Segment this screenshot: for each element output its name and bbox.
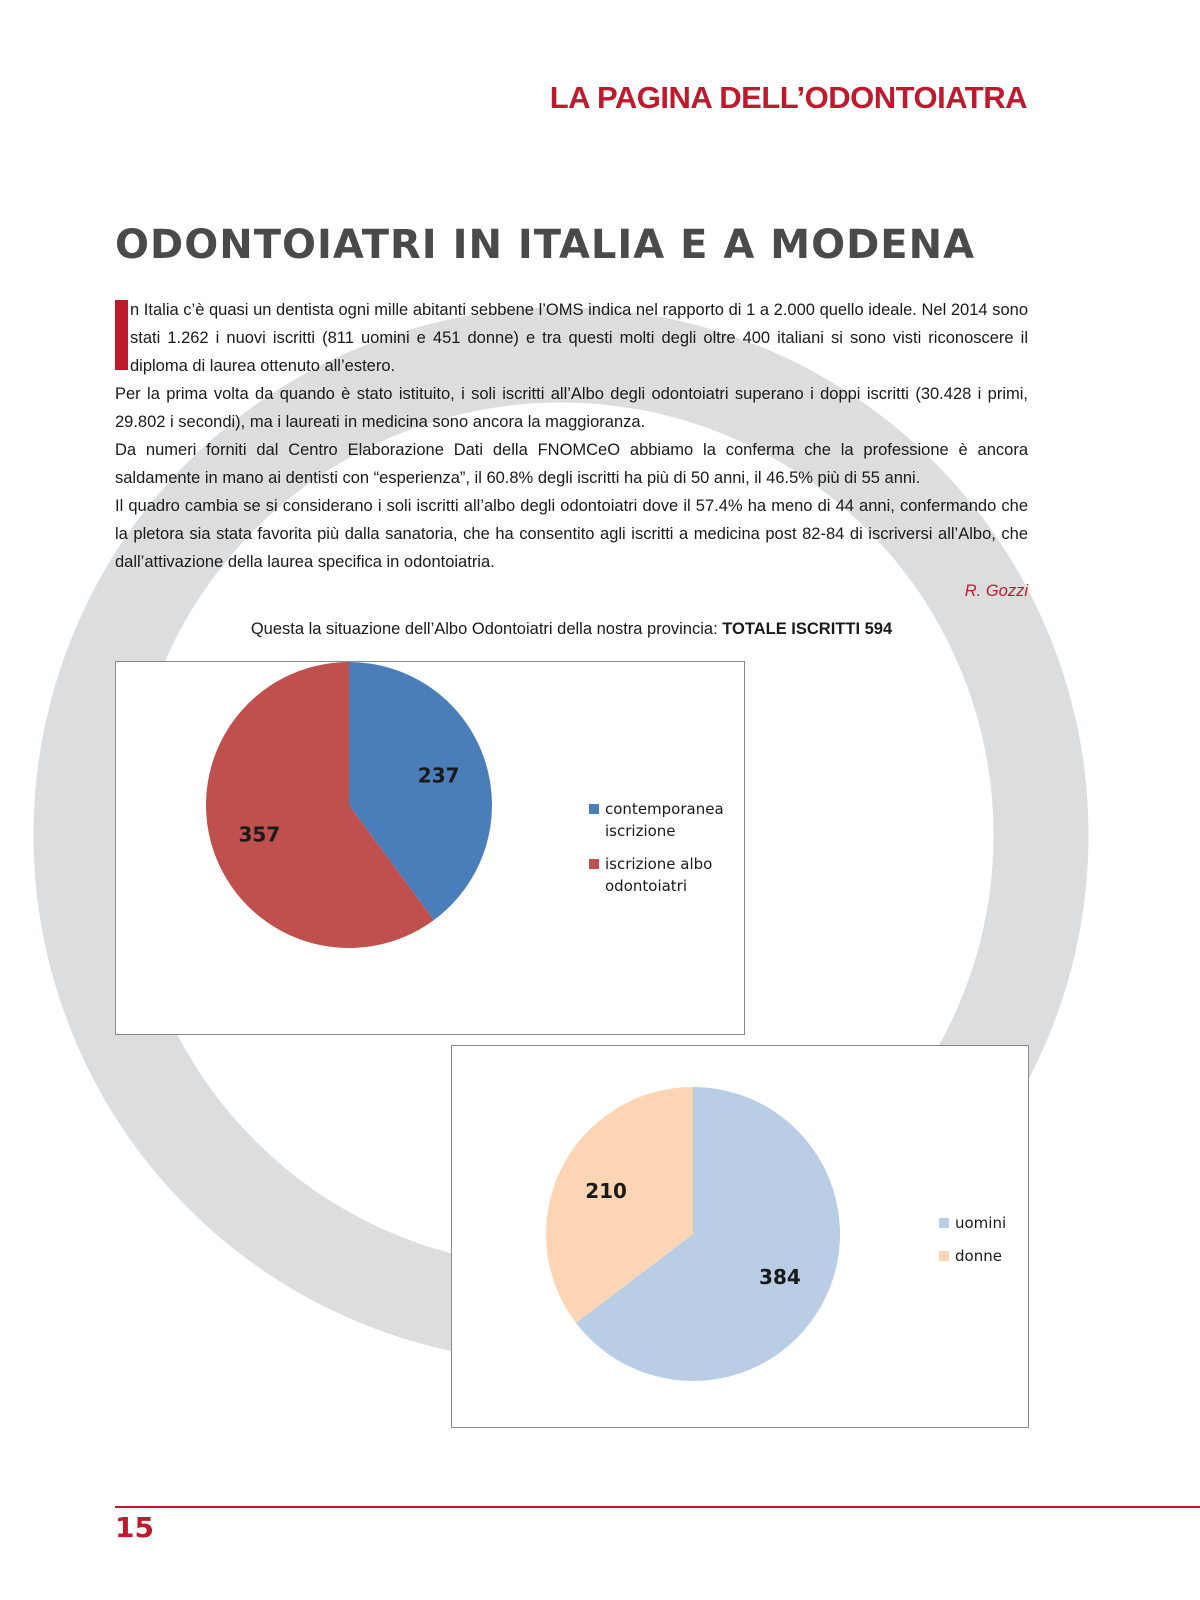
paragraph-1: n Italia c’è quasi un dentista ogni mille abitanti sebbene l’OMS indica nel rapporto di 1 a 2.000 quello ideale. Nel 2014 sono stati 1.262 i nuovi iscritti (811 uomini e 451 donne) e tra questi molti degli oltre 400 italiani si sono visti riconoscere il diploma di laurea ottenuto all’estero. xyxy=(115,296,1028,380)
legend-swatch-donne xyxy=(939,1251,949,1261)
pie-1-label-1: 357 xyxy=(238,822,281,847)
pie-1-label-0: 237 xyxy=(417,763,460,788)
drop-cap-bar xyxy=(115,300,128,370)
legend-label-albo: iscrizione albo odontoiatri xyxy=(605,855,713,895)
caption-total: TOTALE ISCRITTI 594 xyxy=(722,620,893,638)
legend-1 xyxy=(589,798,745,908)
pie-2-label-1: 210 xyxy=(585,1178,627,1203)
legend-item-donne xyxy=(939,1245,1006,1267)
legend-item-albo xyxy=(589,853,745,897)
section-header: LA PAGINA DELL’ODONTOIATRA xyxy=(549,80,1027,115)
pie-chart-gender xyxy=(451,1045,1029,1428)
caption-text: Questa la situazione dell’Albo Odontoiatri della nostra provincia: xyxy=(250,620,723,638)
chart-caption xyxy=(115,620,1028,639)
paragraph-2: Per la prima volta da quando è stato istituito, i soli iscritti all’Albo degli odontoiatri superano i doppi iscritti (30.428 i primi, 29.802 i secondi), ma i laureati in medicina sono ancora la maggioranza. xyxy=(115,385,1028,431)
paragraph-4: Il quadro cambia se si considerano i soli iscritti all’albo degli odontoiatri dove il 57.4% ha meno di 44 anni, confermando che la pletora sia stata favorita più dalla sanatoria, che ha consentito agli iscritti a medicina post 82-84 di iscriversi all’Albo, che dall’attivazione della laurea specifica in odontoiatria. xyxy=(115,497,1028,571)
legend-item-contemporanea xyxy=(589,798,745,842)
article-body xyxy=(115,296,1028,605)
article-title: ODONTOIATRI IN ITALIA E A MODENA xyxy=(115,222,976,268)
legend-swatch-contemporanea xyxy=(589,804,599,814)
legend-label-contemporanea: contemporanea iscrizione xyxy=(605,800,724,840)
pie-chart-registration xyxy=(115,661,745,1035)
legend-label-uomini: uomini xyxy=(955,1214,1007,1232)
legend-swatch-uomini xyxy=(939,1218,949,1228)
page-number: 15 xyxy=(115,1511,154,1544)
author: R. Gozzi xyxy=(964,582,1028,600)
footer-rule xyxy=(115,1506,1200,1508)
pie-2-label-0: 384 xyxy=(759,1265,801,1290)
legend-2 xyxy=(939,1212,1006,1278)
legend-item-uomini xyxy=(939,1212,1006,1234)
paragraph-3: Da numeri forniti dal Centro Elaborazione Dati della FNOMCeO abbiamo la conferma che la professione è ancora saldamente in mano ai dentisti con “esperienza”, il 60.8% degli iscritti ha più di 50 anni, il 46.5% più di 55 anni. xyxy=(115,441,1028,487)
legend-label-donne: donne xyxy=(955,1247,1002,1265)
legend-swatch-albo xyxy=(589,859,599,869)
